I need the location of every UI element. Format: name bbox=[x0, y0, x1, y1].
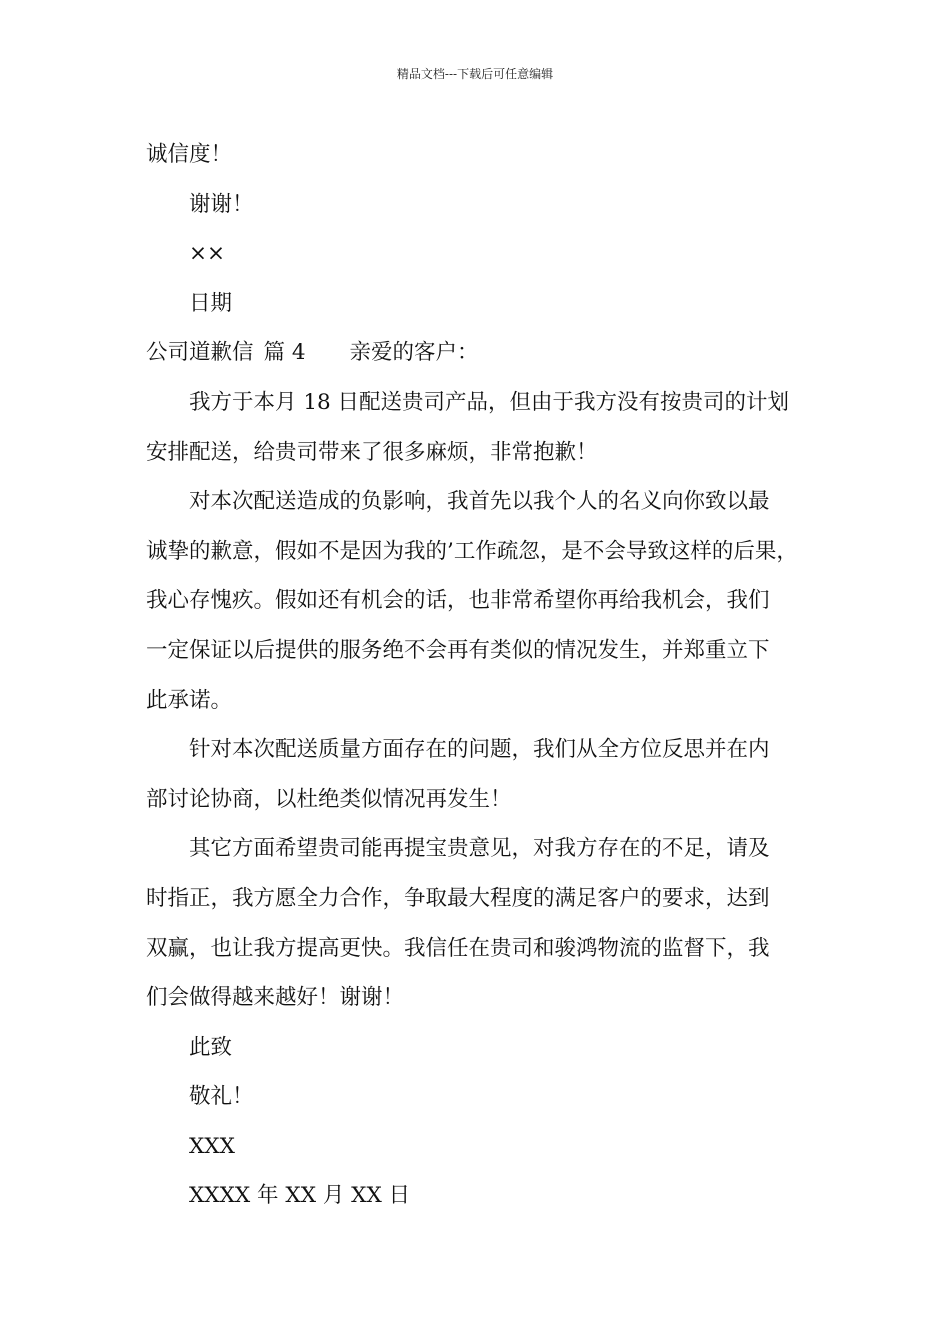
paragraph-line: 时指正，我方愿全力合作，争取最大程度的满足客户的要求，达到 bbox=[146, 885, 770, 911]
letter-title: 公司道歉信 bbox=[146, 340, 254, 366]
date-placeholder: 日期 bbox=[189, 290, 233, 316]
paragraph-line: 们会做得越来越好！谢谢！ bbox=[146, 985, 405, 1011]
section-label: 篇 4 bbox=[263, 340, 306, 366]
document-body bbox=[146, 130, 818, 1221]
text-line: 诚信度！ bbox=[146, 142, 233, 167]
paragraph-line: 对本次配送造成的负影响，我首先以我个人的名义向你致以最 bbox=[189, 489, 770, 515]
paragraph-line: 我心存愧疚。假如还有机会的话，也非常希望你再给我机会，我们 bbox=[146, 588, 770, 614]
paragraph-line: 此承诺。 bbox=[146, 687, 233, 713]
signature-placeholder: ×× bbox=[189, 241, 226, 267]
paragraph-line: 针对本次配送质量方面存在的问题，我们从全方位反思并在内 bbox=[189, 737, 770, 763]
paragraph-line: 安排配送，给贵司带来了很多麻烦，非常抱歉！ bbox=[146, 439, 598, 465]
closing-line: 此致 bbox=[189, 1034, 233, 1060]
paragraph-line: 一定保证以后提供的服务绝不会再有类似的情况发生，并郑重立下 bbox=[146, 637, 770, 663]
paragraph-line: 我方于本月 18 日配送贵司产品，但由于我方没有按贵司的计划 bbox=[189, 389, 790, 415]
page-header: 精品文档---下载后可任意编辑 bbox=[396, 67, 554, 81]
paragraph-line: 其它方面希望贵司能再提宝贵意见，对我方存在的不足，请及 bbox=[189, 836, 770, 862]
paragraph-line: 双赢，也让我方提高更快。我信任在贵司和骏鸿物流的监督下，我 bbox=[146, 935, 770, 961]
letter-date: XXXX 年 XX 月 XX 日 bbox=[189, 1183, 411, 1209]
closing-line: 敬礼！ bbox=[189, 1084, 254, 1110]
text-line: 谢谢！ bbox=[189, 191, 254, 217]
greeting: 亲爱的客户： bbox=[349, 340, 479, 366]
paragraph-line: 诚挚的歉意，假如不是因为我的’工作疏忽，是不会导致这样的后果， bbox=[146, 538, 798, 564]
signature: XXX bbox=[189, 1133, 235, 1159]
letter-heading bbox=[146, 328, 818, 378]
paragraph-line: 部讨论协商，以杜绝类似情况再发生！ bbox=[146, 786, 512, 812]
